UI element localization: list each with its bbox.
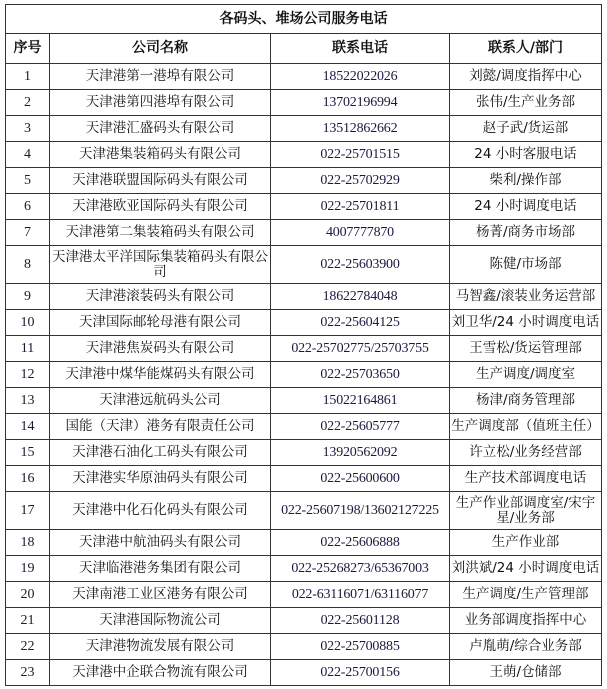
company-name: 天津港欧亚国际码头有限公司 — [50, 194, 271, 220]
table-row — [6, 64, 602, 90]
row-number: 22 — [6, 634, 50, 660]
table-row — [6, 142, 602, 168]
row-number: 6 — [6, 194, 50, 220]
row-number: 8 — [6, 246, 50, 284]
company-name: 天津港中企联合物流有限公司 — [50, 660, 271, 686]
company-name: 天津港第二集装箱码头有限公司 — [50, 220, 271, 246]
row-number: 18 — [6, 530, 50, 556]
contact-department: 王萌/仓储部 — [450, 660, 602, 686]
company-name: 天津港汇盛码头有限公司 — [50, 116, 271, 142]
table-row — [6, 310, 602, 336]
company-name: 天津港集装箱码头有限公司 — [50, 142, 271, 168]
phone-number: 18522022026 — [271, 64, 450, 90]
table-row — [6, 582, 602, 608]
row-number: 19 — [6, 556, 50, 582]
table-row — [6, 608, 602, 634]
row-number: 15 — [6, 440, 50, 466]
phone-number: 022-25603900 — [271, 246, 450, 284]
phone-number: 15022164861 — [271, 388, 450, 414]
row-number: 14 — [6, 414, 50, 440]
phone-number: 022-25700156 — [271, 660, 450, 686]
row-number: 4 — [6, 142, 50, 168]
contact-department: 张伟/生产业务部 — [450, 90, 602, 116]
row-number: 23 — [6, 660, 50, 686]
contact-department: 生产调度/生产管理部 — [450, 582, 602, 608]
company-name: 天津港太平洋国际集装箱码头有限公司 — [50, 246, 271, 284]
table-row — [6, 336, 602, 362]
company-name: 天津港滚装码头有限公司 — [50, 284, 271, 310]
phone-number: 13512862662 — [271, 116, 450, 142]
row-number: 7 — [6, 220, 50, 246]
company-name: 天津港第四港埠有限公司 — [50, 90, 271, 116]
table-row — [6, 194, 602, 220]
service-phone-table — [5, 4, 602, 686]
company-name: 天津港中航油码头有限公司 — [50, 530, 271, 556]
contact-department: 生产作业部 — [450, 530, 602, 556]
company-name: 天津港国际物流公司 — [50, 608, 271, 634]
phone-number: 022-25703650 — [271, 362, 450, 388]
row-number: 13 — [6, 388, 50, 414]
phone-number: 022-63116071/63116077 — [271, 582, 450, 608]
phone-number: 022-25268273/65367003 — [271, 556, 450, 582]
row-number: 10 — [6, 310, 50, 336]
row-number: 20 — [6, 582, 50, 608]
row-number: 3 — [6, 116, 50, 142]
company-name: 天津港焦炭码头有限公司 — [50, 336, 271, 362]
company-name: 国能（天津）港务有限责任公司 — [50, 414, 271, 440]
table-row — [6, 168, 602, 194]
table-row — [6, 466, 602, 492]
table-row — [6, 90, 602, 116]
contact-department: 杨津/商务管理部 — [450, 388, 602, 414]
contact-department: 24 小时调度电话 — [450, 194, 602, 220]
phone-number: 13920562092 — [271, 440, 450, 466]
company-name: 天津港中化石化码头有限公司 — [50, 492, 271, 530]
company-name: 天津国际邮轮母港有限公司 — [50, 310, 271, 336]
table-row — [6, 220, 602, 246]
phone-number: 022-25702775/25703755 — [271, 336, 450, 362]
table-row — [6, 440, 602, 466]
contact-department: 刘卫华/24 小时调度电话 — [450, 310, 602, 336]
row-number: 11 — [6, 336, 50, 362]
row-number: 5 — [6, 168, 50, 194]
contact-department: 杨菁/商务市场部 — [450, 220, 602, 246]
header-company: 公司名称 — [50, 34, 271, 64]
table-row — [6, 492, 602, 530]
row-number: 17 — [6, 492, 50, 530]
phone-number: 022-25606888 — [271, 530, 450, 556]
company-name: 天津港第一港埠有限公司 — [50, 64, 271, 90]
table-row — [6, 362, 602, 388]
phone-number: 022-25702929 — [271, 168, 450, 194]
table-row — [6, 246, 602, 284]
row-number: 2 — [6, 90, 50, 116]
contact-department: 生产作业部调度室/宋宇星/业务部 — [450, 492, 602, 530]
contact-department: 业务部调度指挥中心 — [450, 608, 602, 634]
phone-number: 022-25701811 — [271, 194, 450, 220]
row-number: 1 — [6, 64, 50, 90]
phone-number: 022-25701515 — [271, 142, 450, 168]
table-row — [6, 530, 602, 556]
contact-department: 卢胤萌/综合业务部 — [450, 634, 602, 660]
row-number: 21 — [6, 608, 50, 634]
phone-number: 022-25607198/13602127225 — [271, 492, 450, 530]
row-number: 9 — [6, 284, 50, 310]
company-name: 天津港石油化工码头有限公司 — [50, 440, 271, 466]
contact-department: 生产调度/调度室 — [450, 362, 602, 388]
header-no: 序号 — [6, 34, 50, 64]
table-row — [6, 388, 602, 414]
header-phone: 联系电话 — [271, 34, 450, 64]
phone-number: 022-25605777 — [271, 414, 450, 440]
company-name: 天津港中煤华能煤码头有限公司 — [50, 362, 271, 388]
contact-department: 陈健/市场部 — [450, 246, 602, 284]
contact-department: 生产调度部（值班主任） — [450, 414, 602, 440]
contact-department: 刘懿/调度指挥中心 — [450, 64, 602, 90]
contact-department: 生产技术部调度电话 — [450, 466, 602, 492]
company-name: 天津港物流发展有限公司 — [50, 634, 271, 660]
contact-department: 许立松/业务经营部 — [450, 440, 602, 466]
company-name: 天津南港工业区港务有限公司 — [50, 582, 271, 608]
header-contact: 联系人/部门 — [450, 34, 602, 64]
phone-number: 4007777870 — [271, 220, 450, 246]
contact-department: 王雪松/货运管理部 — [450, 336, 602, 362]
row-number: 16 — [6, 466, 50, 492]
contact-department: 柴利/操作部 — [450, 168, 602, 194]
phone-number: 022-25700885 — [271, 634, 450, 660]
table-row — [6, 116, 602, 142]
phone-number: 022-25600600 — [271, 466, 450, 492]
company-name: 天津临港港务集团有限公司 — [50, 556, 271, 582]
contact-department: 赵子武/货运部 — [450, 116, 602, 142]
company-name: 天津港远航码头公司 — [50, 388, 271, 414]
table-row — [6, 414, 602, 440]
company-name: 天津港联盟国际码头有限公司 — [50, 168, 271, 194]
table-title: 各码头、堆场公司服务电话 — [6, 5, 602, 34]
table-row — [6, 660, 602, 686]
table-row — [6, 634, 602, 660]
phone-number: 022-25601128 — [271, 608, 450, 634]
phone-number: 13702196994 — [271, 90, 450, 116]
table-row — [6, 556, 602, 582]
contact-department: 刘洪斌/24 小时调度电话 — [450, 556, 602, 582]
phone-number: 18622784048 — [271, 284, 450, 310]
row-number: 12 — [6, 362, 50, 388]
company-name: 天津港实华原油码头有限公司 — [50, 466, 271, 492]
phone-number: 022-25604125 — [271, 310, 450, 336]
contact-department: 24 小时客服电话 — [450, 142, 602, 168]
contact-department: 马智鑫/滚装业务运营部 — [450, 284, 602, 310]
table-row — [6, 284, 602, 310]
